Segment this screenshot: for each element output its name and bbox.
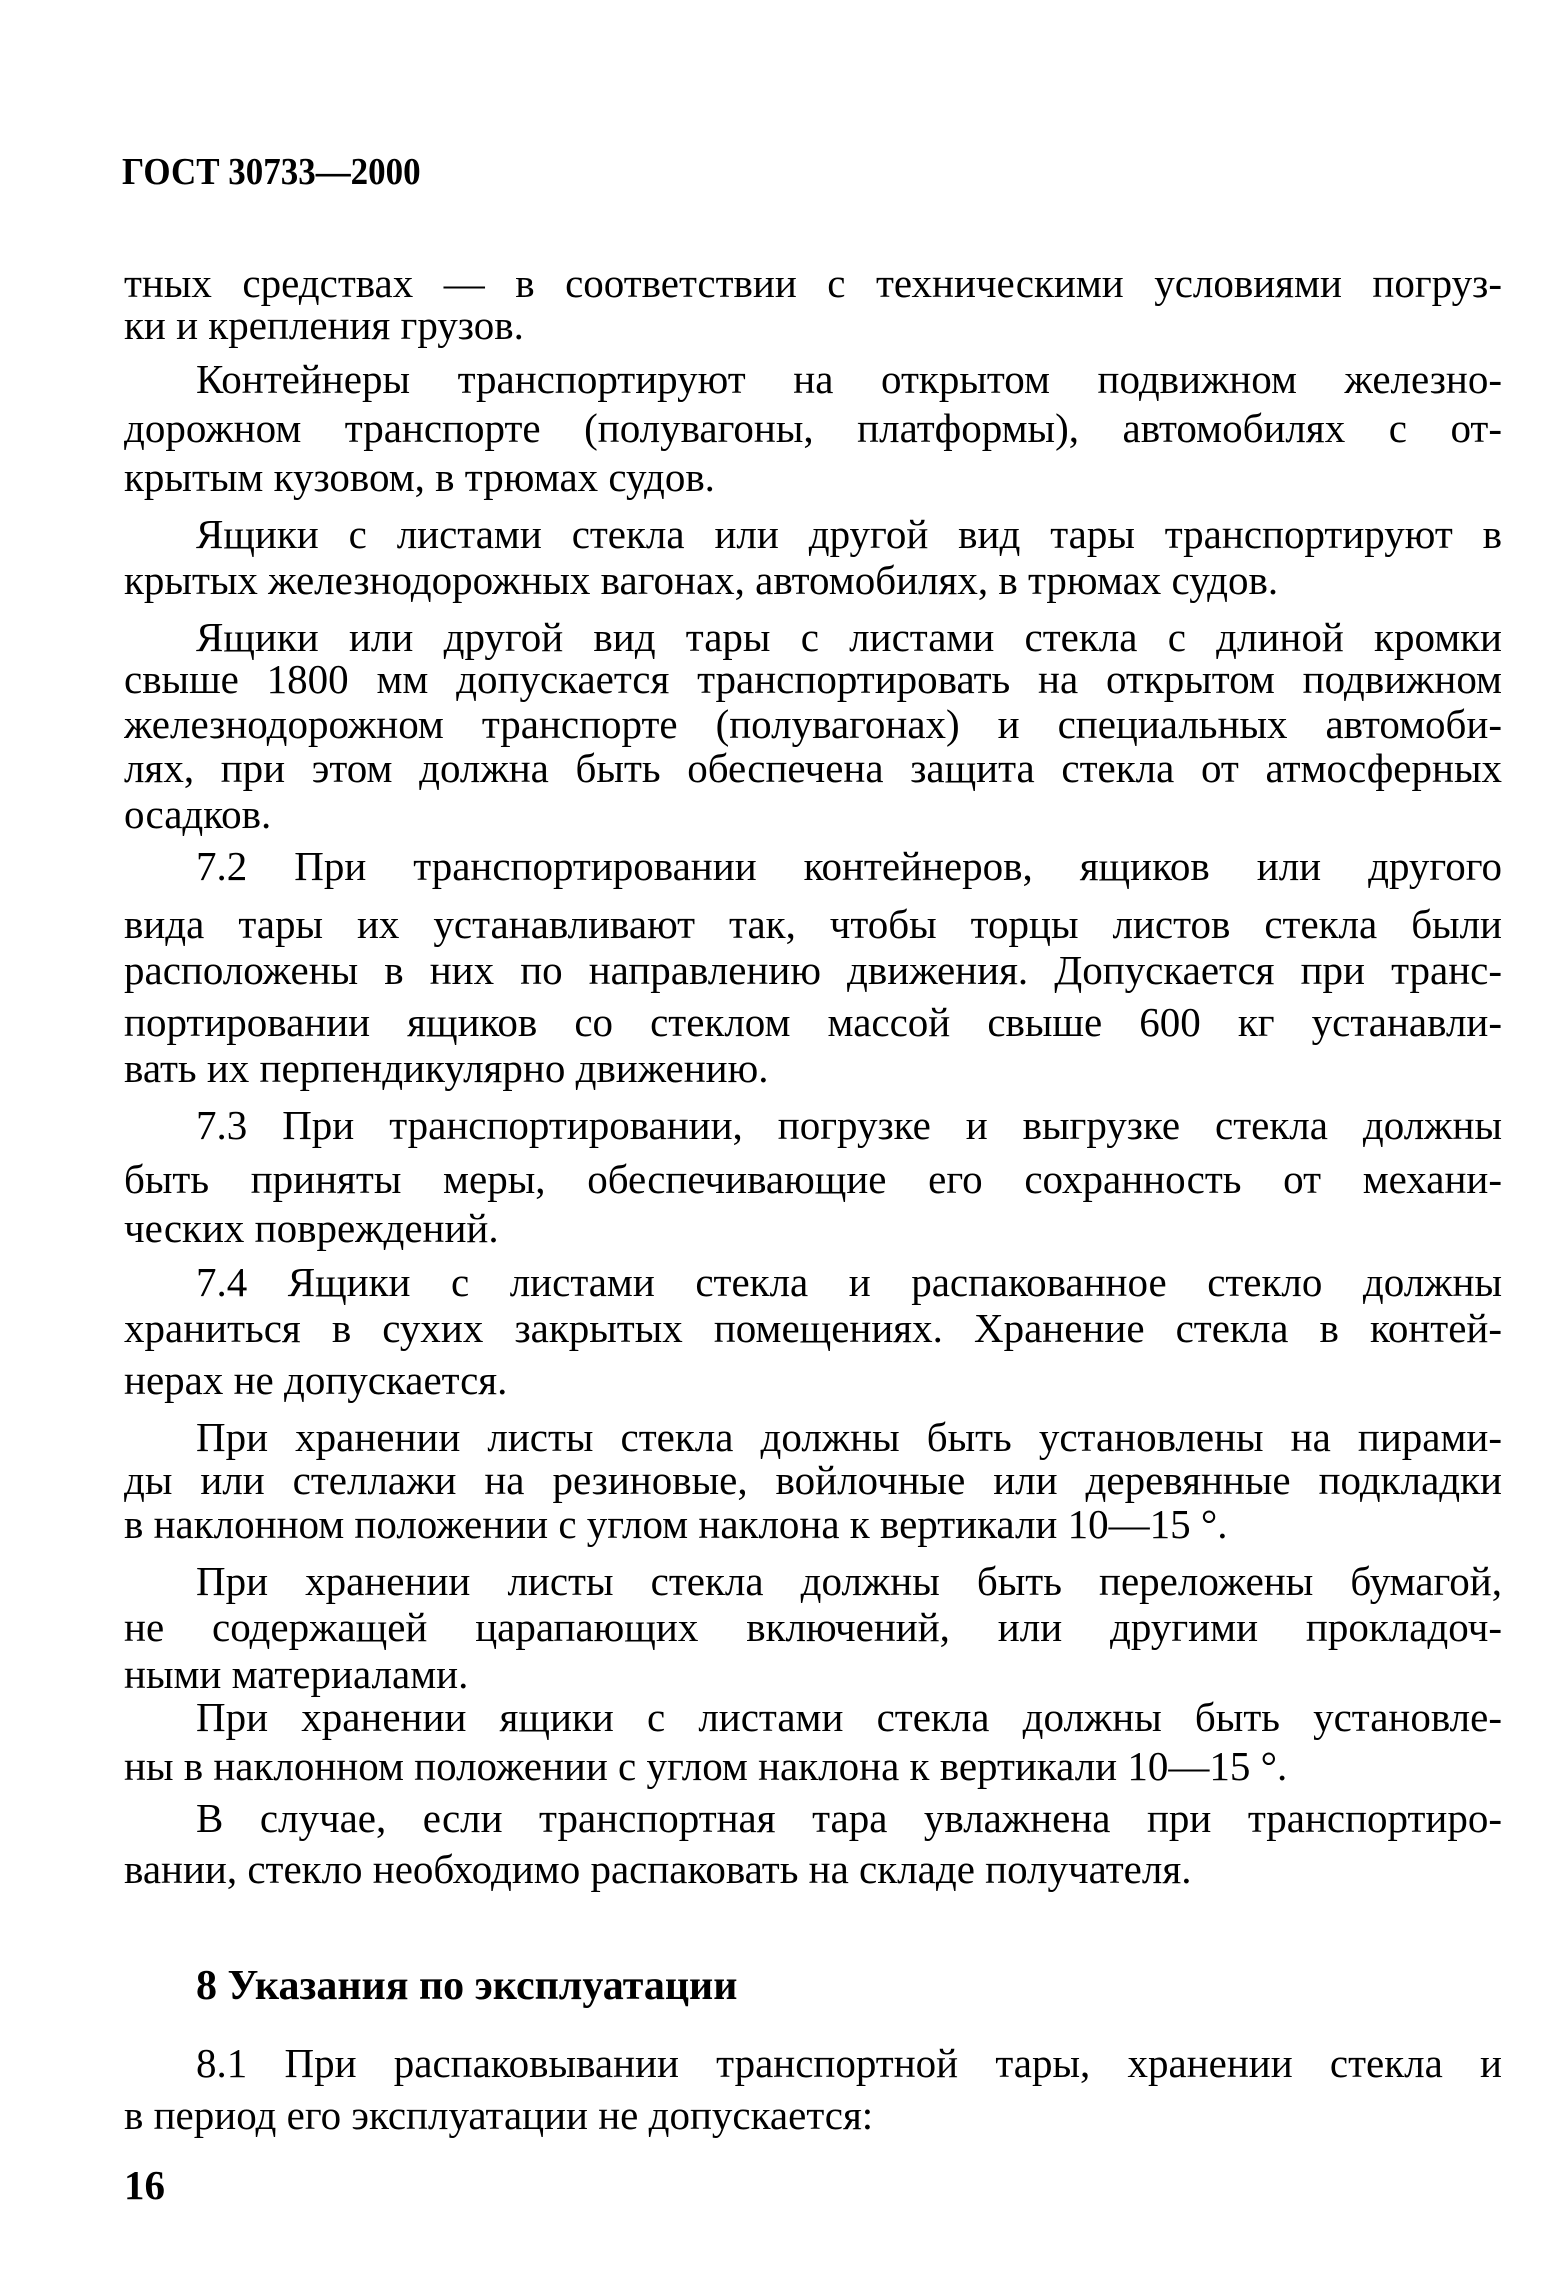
body-text-line: железнодорожном транспорте (полувагонах) и специальных автомоби- bbox=[124, 701, 1502, 747]
body-text-line: 7.4 Ящики с листами стекла и распакованное стекло должны bbox=[196, 1259, 1502, 1305]
document-header: ГОСТ 30733—2000 bbox=[122, 151, 421, 193]
body-text-line: нерах не допускается. bbox=[124, 1357, 508, 1403]
section-heading: 8 Указания по эксплуатации bbox=[196, 1963, 738, 2009]
body-text-line: не содержащей царапающих включений, или другими прокладоч- bbox=[124, 1604, 1502, 1650]
body-text-line: 7.2 При транспортировании контейнеров, ящиков или другого bbox=[196, 843, 1502, 889]
body-text-line: портировании ящиков со стеклом массой свыше 600 кг устанавли- bbox=[124, 999, 1502, 1045]
body-text-line: ки и крепления грузов. bbox=[124, 302, 524, 348]
body-text-line: тных средствах — в соответствии с техническими условиями погруз- bbox=[124, 260, 1502, 306]
body-text-line: ды или стеллажи на резиновые, войлочные или деревянные подкладки bbox=[124, 1457, 1502, 1503]
body-text-line: В случае, если транспортная тара увлажнена при транспортиро- bbox=[196, 1795, 1502, 1841]
section-text-line: 8.1 При распаковывании транспортной тары, хранении стекла и bbox=[196, 2040, 1502, 2086]
body-text-line: Ящики с листами стекла или другой вид тары транспортируют в bbox=[196, 511, 1502, 557]
body-text-line: При хранении ящики с листами стекла должны быть установле- bbox=[196, 1694, 1502, 1740]
page-number: 16 bbox=[124, 2162, 165, 2208]
body-text-line: в наклонном положении с углом наклона к вертикали 10—15 °. bbox=[124, 1501, 1228, 1547]
body-text-line: ными материалами. bbox=[124, 1651, 469, 1697]
body-text-line: Ящики или другой вид тары с листами стекла с длиной кромки bbox=[196, 614, 1502, 660]
body-text-line: вании, стекло необходимо распаковать на складе получателя. bbox=[124, 1846, 1192, 1892]
body-text-line: осадков. bbox=[124, 791, 272, 837]
body-text-line: ческих повреждений. bbox=[124, 1205, 499, 1251]
body-text-line: крытым кузовом, в трюмах судов. bbox=[124, 454, 715, 500]
body-text-line: вида тары их устанавливают так, чтобы торцы листов стекла были bbox=[124, 901, 1502, 947]
section-text-line: в период его эксплуатации не допускается: bbox=[124, 2092, 874, 2138]
body-text-line: крытых железнодорожных вагонах, автомобилях, в трюмах судов. bbox=[124, 557, 1279, 603]
body-text-line: вать их перпендикулярно движению. bbox=[124, 1045, 769, 1091]
body-text-line: быть приняты меры, обеспечивающие его сохранность от механи- bbox=[124, 1156, 1502, 1202]
body-text-line: 7.3 При транспортировании, погрузке и выгрузке стекла должны bbox=[196, 1102, 1502, 1148]
body-text-line: лях, при этом должна быть обеспечена защита стекла от атмосферных bbox=[124, 745, 1502, 791]
body-text-line: При хранении листы стекла должны быть установлены на пирами- bbox=[196, 1414, 1502, 1460]
body-text-line: дорожном транспорте (полувагоны, платформы), автомобилях с от- bbox=[124, 405, 1502, 451]
body-text-line: свыше 1800 мм допускается транспортировать на открытом подвижном bbox=[124, 656, 1502, 702]
body-text-line: храниться в сухих закрытых помещениях. Хранение стекла в контей- bbox=[124, 1305, 1502, 1351]
body-text-line: При хранении листы стекла должны быть переложены бумагой, bbox=[196, 1558, 1502, 1604]
body-text-line: расположены в них по направлению движения. Допускается при транс- bbox=[124, 947, 1502, 993]
body-text-line: Контейнеры транспортируют на открытом подвижном железно- bbox=[196, 356, 1502, 402]
body-text-line: ны в наклонном положении с углом наклона к вертикали 10—15 °. bbox=[124, 1743, 1288, 1789]
